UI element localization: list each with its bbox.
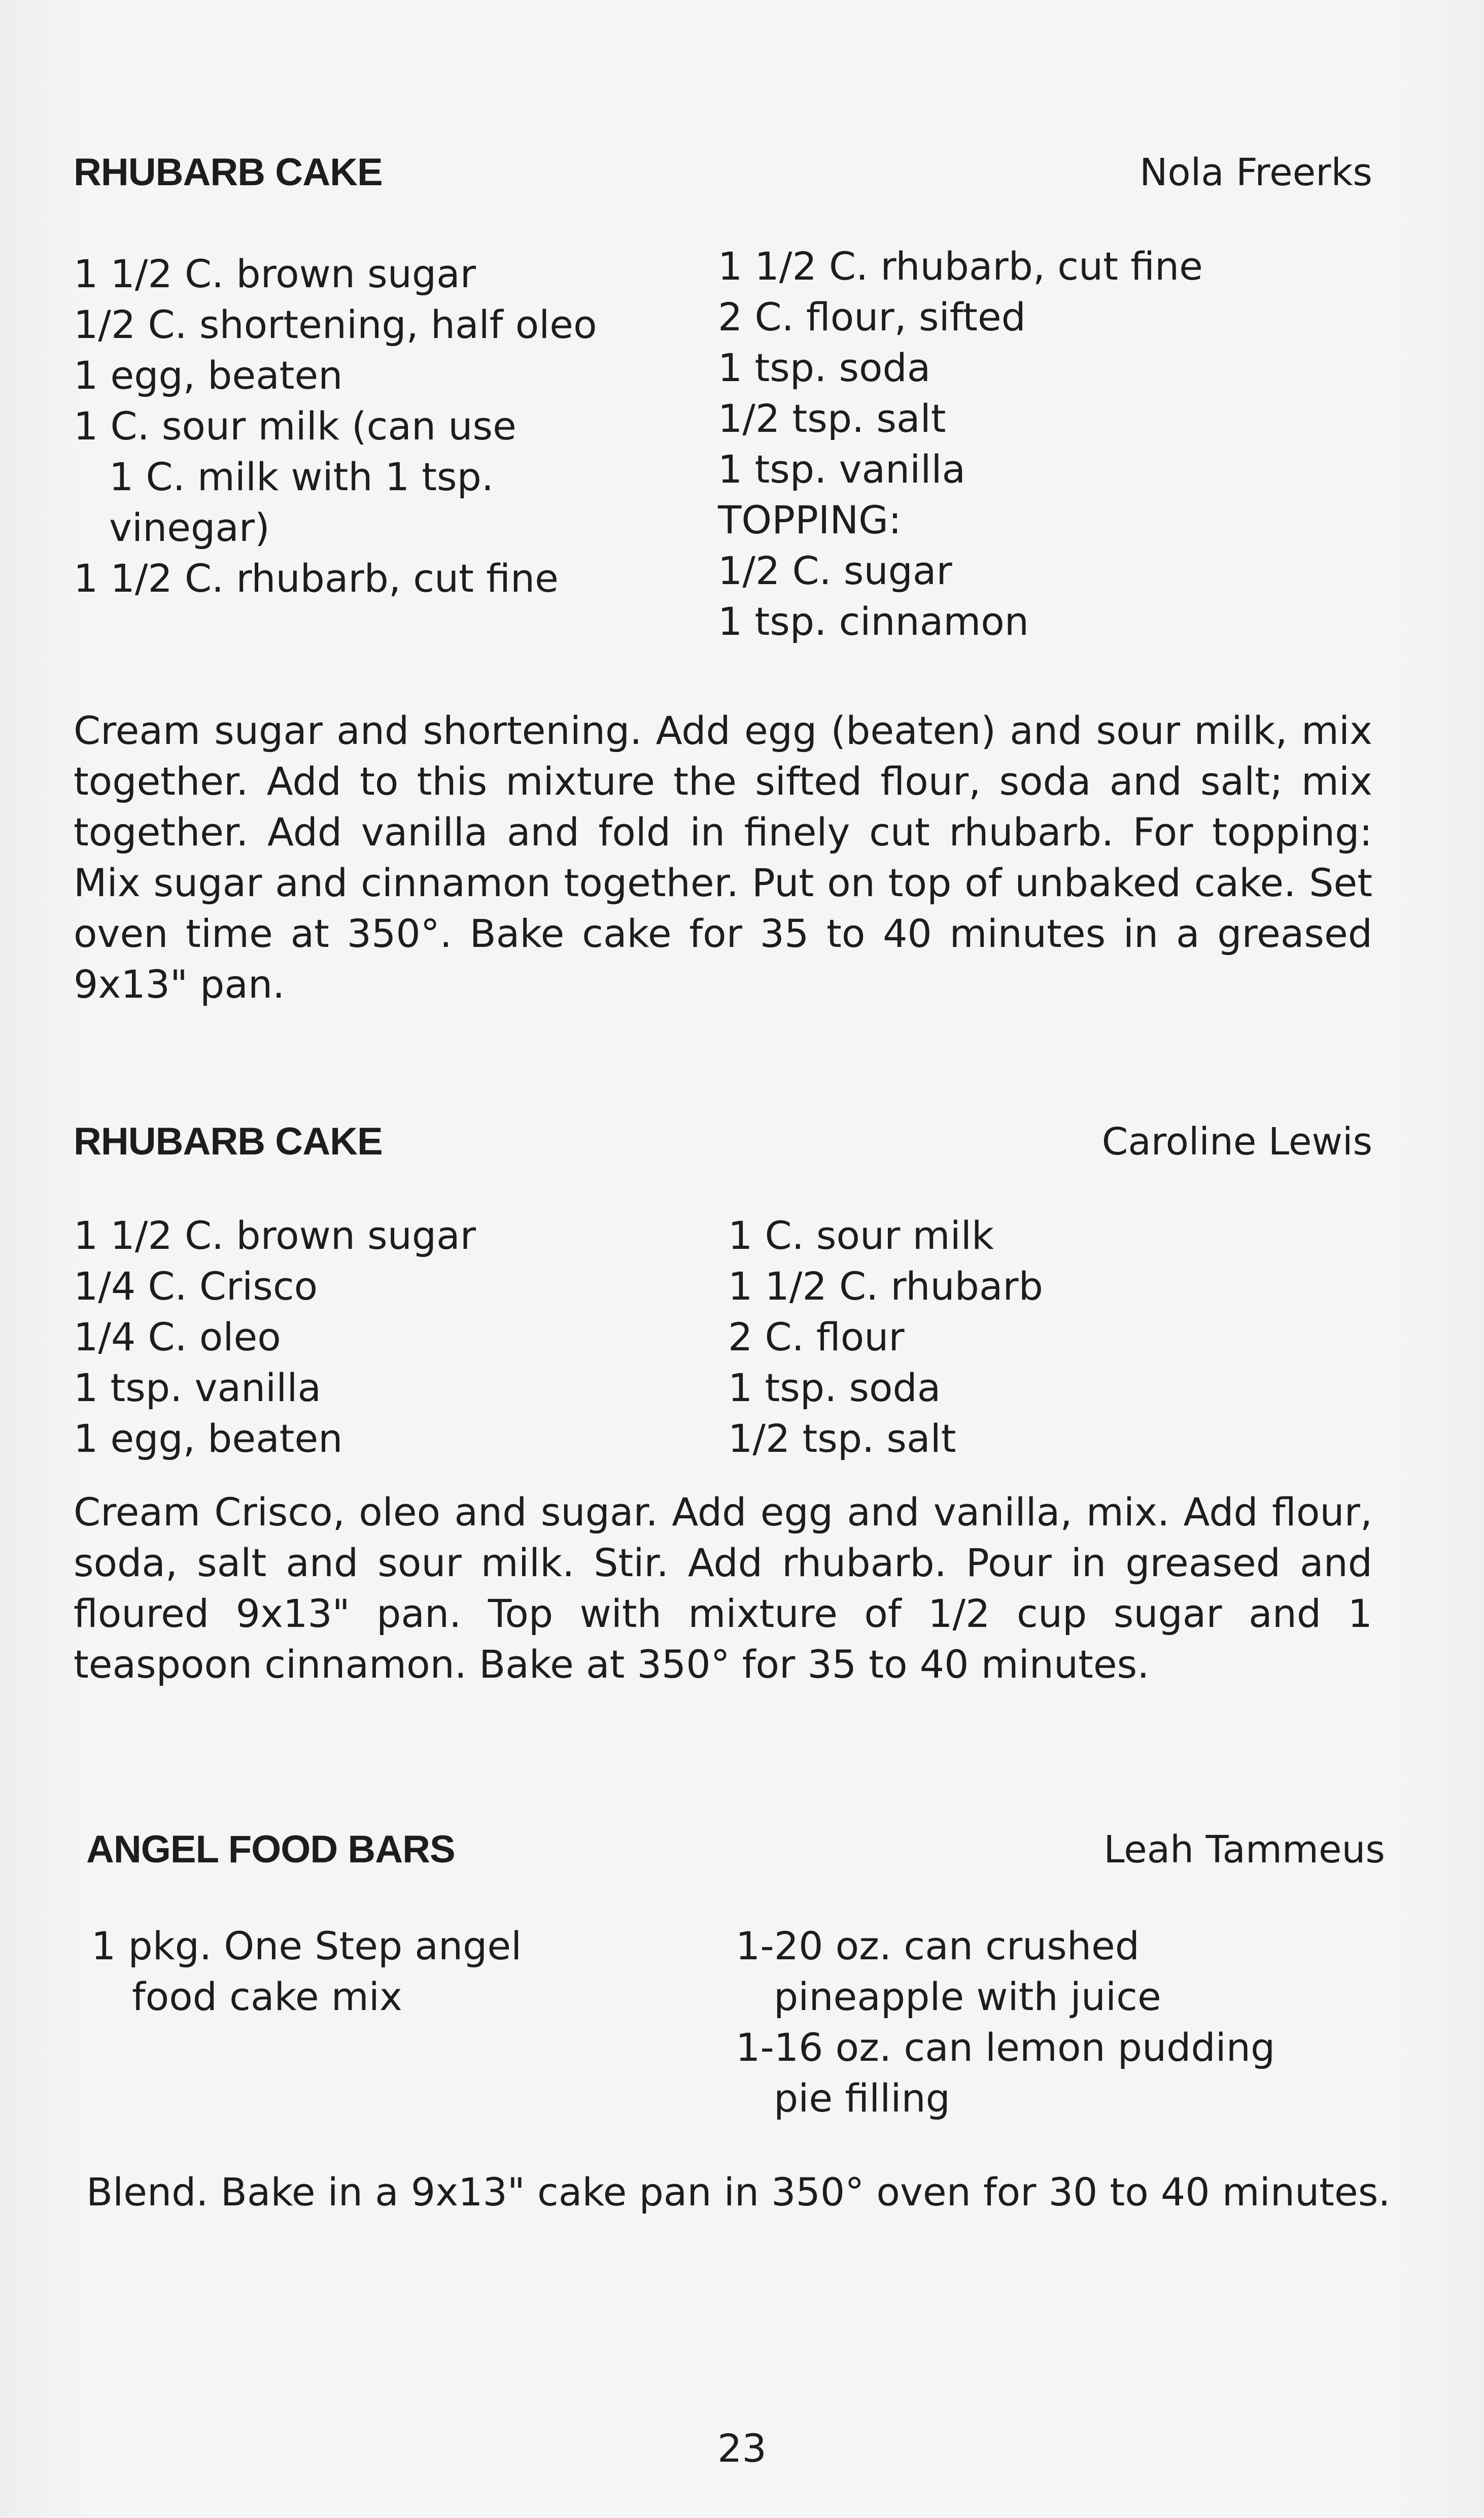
- ingredients-left: [74, 249, 597, 604]
- ingredient: 1 tsp. vanilla: [718, 447, 966, 492]
- ingredient: 1 egg, beaten: [74, 353, 343, 398]
- ingredient: 1 1/2 C. brown sugar: [74, 251, 476, 296]
- ingredient: vinegar): [109, 505, 270, 550]
- topping-label: TOPPING:: [718, 497, 902, 542]
- ingredient: 1/4 C. oleo: [74, 1314, 281, 1359]
- ingredient: 1 egg, beaten: [74, 1416, 343, 1461]
- recipe-header: [86, 1822, 1385, 1878]
- recipe-author: Leah Tammeus: [1103, 1828, 1385, 1872]
- ingredient: 1 1/2 C. rhubarb, cut fine: [74, 556, 559, 601]
- recipe-directions: Blend. Bake in a 9x13" cake pan in 350° oven for 30 to 40 minutes.: [86, 2169, 1391, 2215]
- recipe-header: [74, 145, 1372, 200]
- recipe-rhubarb-cake-lewis: [74, 1114, 1372, 1687]
- ingredient: 1 1/2 C. rhubarb: [728, 1264, 1043, 1309]
- ingredient: 1/2 C. sugar: [718, 548, 952, 593]
- ingredient: pie filling: [774, 2075, 950, 2121]
- ingredient: 1/4 C. Crisco: [74, 1264, 318, 1309]
- ingredients-right: [718, 241, 1203, 647]
- recipe-header: [74, 1114, 1372, 1170]
- ingredient: food cake mix: [132, 1974, 402, 2019]
- ingredient: 1 C. milk with 1 tsp.: [109, 454, 494, 499]
- ingredients-left: [74, 1210, 476, 1464]
- recipe-author: Nola Freerks: [1140, 151, 1372, 194]
- ingredient: 1 1/2 C. rhubarb, cut fine: [718, 244, 1203, 289]
- ingredient: pineapple with juice: [774, 1974, 1161, 2019]
- ingredient: 1-20 oz. can crushed: [736, 1923, 1140, 1968]
- ingredient: 1/2 tsp. salt: [728, 1416, 956, 1461]
- ingredient: 1 tsp. soda: [728, 1365, 941, 1410]
- ingredient: 1/2 C. shortening, half oleo: [74, 302, 597, 347]
- ingredient: 2 C. flour, sifted: [718, 294, 1026, 339]
- recipe-title: RHUBARB CAKE: [74, 1120, 383, 1163]
- ingredient: 1 tsp. vanilla: [74, 1365, 322, 1410]
- ingredients-right: [736, 1921, 1275, 2124]
- recipe-author: Caroline Lewis: [1101, 1120, 1372, 1164]
- ingredient: 2 C. flour: [728, 1314, 905, 1359]
- recipe-directions: Cream sugar and shortening. Add egg (beaten) and sour milk, mix together. Add to this mixture the sifted flour, soda and salt; mix together. Add vanilla and fold in finely cut rhubarb. For topping: Mix sugar and cinnamon together. Put on top of unbaked cake. Set oven time at 350°. Bake cake for 35 to 40 minutes in a greased 9x13" pan.: [74, 708, 1372, 1007]
- ingredient: 1-16 oz. can lemon pudding: [736, 2025, 1275, 2070]
- recipe-angel-food-bars: [86, 1822, 1391, 2215]
- ingredient: 1 C. sour milk (can use: [74, 403, 516, 449]
- recipe-title: RHUBARB CAKE: [74, 151, 383, 194]
- recipe-directions: Cream Crisco, oleo and sugar. Add egg and vanilla, mix. Add flour, soda, salt and sour milk. Stir. Add rhubarb. Pour in greased and floured 9x13" pan. Top with mixture of 1/2 cup sugar and 1 teaspoon cinnamon. Bake at 350° for 35 to 40 minutes.: [74, 1489, 1372, 1687]
- page-number: 23: [717, 2426, 767, 2471]
- recipe-rhubarb-cake-freerks: [74, 145, 1372, 1007]
- ingredient: 1 tsp. soda: [718, 345, 931, 390]
- ingredients-right: [728, 1210, 1043, 1464]
- ingredient: 1 1/2 C. brown sugar: [74, 1213, 476, 1258]
- ingredient: 1 tsp. cinnamon: [718, 599, 1029, 644]
- ingredient: 1/2 tsp. salt: [718, 396, 946, 441]
- recipe-title: ANGEL FOOD BARS: [86, 1828, 455, 1871]
- ingredient: 1 pkg. One Step angel: [91, 1923, 522, 1968]
- ingredients-left: [91, 1921, 522, 2022]
- ingredient: 1 C. sour milk: [728, 1213, 994, 1258]
